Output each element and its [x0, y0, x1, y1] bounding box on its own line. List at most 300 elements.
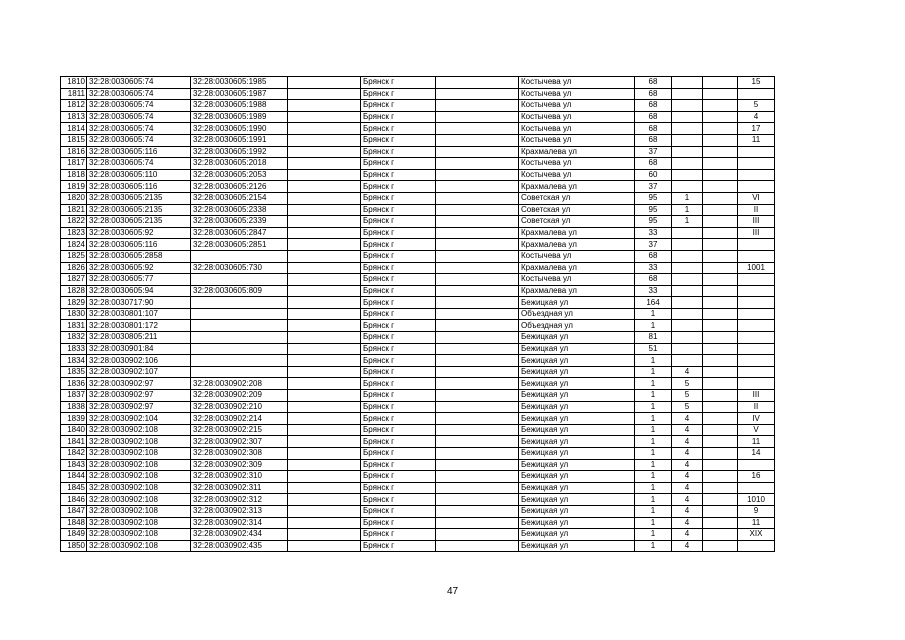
cell-blank-3 [703, 517, 738, 529]
cell-city: Брянск г [361, 204, 436, 216]
cell-object-number: 32:28:0030902:435 [191, 540, 288, 552]
table-row [61, 297, 775, 309]
table-row [61, 227, 775, 239]
cell-city: Брянск г [361, 285, 436, 297]
cell-blank-2 [436, 366, 519, 378]
cell-building: 4 [672, 413, 703, 425]
cell-building [672, 308, 703, 320]
cell-city: Брянск г [361, 169, 436, 181]
table-row [61, 88, 775, 100]
cell-parcel-number: 32:28:0030605:74 [87, 77, 191, 89]
cell-street: Бежицкая ул [519, 448, 635, 460]
cell-house: 1 [635, 436, 672, 448]
cell-row-number: 1812 [61, 100, 87, 112]
cell-city: Брянск г [361, 505, 436, 517]
cell-object-number [191, 320, 288, 332]
cell-street: Бежицкая ул [519, 332, 635, 344]
cell-street: Костычева ул [519, 88, 635, 100]
cell-city: Брянск г [361, 529, 436, 541]
cell-city: Брянск г [361, 181, 436, 193]
cell-blank-1 [288, 297, 361, 309]
cell-object-number: 32:28:0030605:1987 [191, 88, 288, 100]
cell-house: 1 [635, 494, 672, 506]
cell-object-number: 32:28:0030605:2851 [191, 239, 288, 251]
table-row [61, 308, 775, 320]
cell-blank-3 [703, 413, 738, 425]
cell-row-number: 1845 [61, 482, 87, 494]
cell-blank-3 [703, 181, 738, 193]
cell-building [672, 158, 703, 170]
cell-building: 1 [672, 216, 703, 228]
cell-street: Бежицкая ул [519, 529, 635, 541]
table-row [61, 239, 775, 251]
cell-street: Крахмалева ул [519, 227, 635, 239]
cell-object-number: 32:28:0030605:1988 [191, 100, 288, 112]
cell-blank-1 [288, 192, 361, 204]
cell-street: Советская ул [519, 204, 635, 216]
cell-blank-3 [703, 401, 738, 413]
cell-row-number: 1839 [61, 413, 87, 425]
cell-object-number [191, 366, 288, 378]
table-row [61, 494, 775, 506]
cell-house: 1 [635, 459, 672, 471]
cell-parcel-number: 32:28:0030717:90 [87, 297, 191, 309]
cell-object-number: 32:28:0030605:2126 [191, 181, 288, 193]
cell-apartment: 17 [738, 123, 775, 135]
cell-street: Бежицкая ул [519, 494, 635, 506]
cell-city: Брянск г [361, 494, 436, 506]
cell-blank-2 [436, 134, 519, 146]
cell-apartment: VI [738, 192, 775, 204]
cell-city: Брянск г [361, 158, 436, 170]
cell-building [672, 100, 703, 112]
cell-row-number: 1815 [61, 134, 87, 146]
cell-object-number: 32:28:0030902:210 [191, 401, 288, 413]
cell-apartment: 16 [738, 471, 775, 483]
cell-city: Брянск г [361, 482, 436, 494]
cell-blank-2 [436, 378, 519, 390]
cell-street: Костычева ул [519, 134, 635, 146]
cell-object-number: 32:28:0030902:308 [191, 448, 288, 460]
cell-blank-3 [703, 227, 738, 239]
cell-blank-3 [703, 505, 738, 517]
cell-city: Брянск г [361, 448, 436, 460]
cell-house: 68 [635, 134, 672, 146]
cell-blank-2 [436, 227, 519, 239]
cell-row-number: 1828 [61, 285, 87, 297]
cell-city: Брянск г [361, 355, 436, 367]
table-row [61, 146, 775, 158]
cell-building: 4 [672, 529, 703, 541]
cell-blank-2 [436, 77, 519, 89]
cell-parcel-number: 32:28:0030902:108 [87, 459, 191, 471]
table-row [61, 111, 775, 123]
cell-blank-3 [703, 471, 738, 483]
cell-apartment: 11 [738, 517, 775, 529]
table-row [61, 529, 775, 541]
cell-street: Крахмалева ул [519, 239, 635, 251]
cell-house: 81 [635, 332, 672, 344]
cell-blank-1 [288, 529, 361, 541]
cell-blank-2 [436, 413, 519, 425]
cell-street: Бежицкая ул [519, 413, 635, 425]
cell-house: 1 [635, 366, 672, 378]
cell-apartment [738, 355, 775, 367]
cell-apartment [738, 320, 775, 332]
cell-house: 95 [635, 192, 672, 204]
cell-blank-3 [703, 192, 738, 204]
cell-street: Бежицкая ул [519, 471, 635, 483]
cell-apartment [738, 239, 775, 251]
table-row [61, 192, 775, 204]
table-row [61, 401, 775, 413]
cell-row-number: 1835 [61, 366, 87, 378]
cell-parcel-number: 32:28:0030605:110 [87, 169, 191, 181]
cell-street: Костычева ул [519, 100, 635, 112]
cell-street: Бежицкая ул [519, 355, 635, 367]
cell-parcel-number: 32:28:0030902:108 [87, 540, 191, 552]
cell-house: 1 [635, 505, 672, 517]
cell-street: Костычева ул [519, 250, 635, 262]
cell-building [672, 250, 703, 262]
cell-blank-2 [436, 250, 519, 262]
cell-street: Бежицкая ул [519, 343, 635, 355]
cell-blank-1 [288, 401, 361, 413]
cell-apartment [738, 366, 775, 378]
cell-street: Крахмалева ул [519, 262, 635, 274]
cell-row-number: 1838 [61, 401, 87, 413]
cell-apartment: 4 [738, 111, 775, 123]
cell-house: 1 [635, 424, 672, 436]
cell-row-number: 1844 [61, 471, 87, 483]
cell-city: Брянск г [361, 308, 436, 320]
cell-apartment: 1010 [738, 494, 775, 506]
cell-apartment [738, 88, 775, 100]
cell-city: Брянск г [361, 262, 436, 274]
table-row [61, 366, 775, 378]
cell-row-number: 1850 [61, 540, 87, 552]
cell-house: 68 [635, 123, 672, 135]
cell-object-number: 32:28:0030605:2338 [191, 204, 288, 216]
cell-blank-1 [288, 111, 361, 123]
cell-blank-2 [436, 285, 519, 297]
cell-blank-1 [288, 332, 361, 344]
cell-house: 68 [635, 100, 672, 112]
records-table [60, 76, 775, 552]
cell-object-number: 32:28:0030605:2154 [191, 192, 288, 204]
cell-blank-3 [703, 134, 738, 146]
table-row [61, 436, 775, 448]
cell-house: 68 [635, 250, 672, 262]
cell-row-number: 1834 [61, 355, 87, 367]
table-row [61, 413, 775, 425]
cell-blank-1 [288, 146, 361, 158]
table-row [61, 378, 775, 390]
cell-city: Брянск г [361, 390, 436, 402]
cell-house: 1 [635, 448, 672, 460]
table-row [61, 517, 775, 529]
page-number: 47 [446, 586, 459, 597]
cell-blank-1 [288, 204, 361, 216]
cell-row-number: 1813 [61, 111, 87, 123]
cell-blank-1 [288, 262, 361, 274]
table-row [61, 459, 775, 471]
cell-blank-1 [288, 540, 361, 552]
cell-parcel-number: 32:28:0030605:74 [87, 158, 191, 170]
cell-building: 4 [672, 459, 703, 471]
cell-apartment: III [738, 216, 775, 228]
cell-house: 1 [635, 482, 672, 494]
cell-blank-3 [703, 297, 738, 309]
cell-object-number: 32:28:0030902:310 [191, 471, 288, 483]
cell-house: 33 [635, 285, 672, 297]
cell-street: Бежицкая ул [519, 297, 635, 309]
cell-parcel-number: 32:28:0030902:108 [87, 529, 191, 541]
table-row [61, 274, 775, 286]
cell-house: 1 [635, 355, 672, 367]
cell-parcel-number: 32:28:0030902:108 [87, 448, 191, 460]
cell-parcel-number: 32:28:0030605:92 [87, 262, 191, 274]
table-row [61, 100, 775, 112]
cell-row-number: 1849 [61, 529, 87, 541]
cell-blank-3 [703, 459, 738, 471]
cell-street: Костычева ул [519, 123, 635, 135]
cell-house: 1 [635, 471, 672, 483]
cell-parcel-number: 32:28:0030605:74 [87, 134, 191, 146]
cell-blank-1 [288, 77, 361, 89]
cell-building [672, 332, 703, 344]
cell-building [672, 134, 703, 146]
cell-parcel-number: 32:28:0030605:74 [87, 123, 191, 135]
cell-apartment [738, 378, 775, 390]
cell-street: Костычева ул [519, 111, 635, 123]
cell-apartment [738, 332, 775, 344]
cell-parcel-number: 32:28:0030901:84 [87, 343, 191, 355]
cell-blank-1 [288, 448, 361, 460]
cell-blank-2 [436, 540, 519, 552]
cell-parcel-number: 32:28:0030605:116 [87, 146, 191, 158]
cell-building [672, 262, 703, 274]
cell-street: Объездная ул [519, 320, 635, 332]
cell-city: Брянск г [361, 401, 436, 413]
cell-building [672, 111, 703, 123]
cell-row-number: 1829 [61, 297, 87, 309]
cell-row-number: 1836 [61, 378, 87, 390]
cell-blank-1 [288, 216, 361, 228]
cell-apartment: II [738, 401, 775, 413]
cell-blank-3 [703, 77, 738, 89]
table-row [61, 158, 775, 170]
cell-row-number: 1820 [61, 192, 87, 204]
cell-object-number: 32:28:0030605:1989 [191, 111, 288, 123]
cell-object-number: 32:28:0030605:1985 [191, 77, 288, 89]
cell-building [672, 239, 703, 251]
cell-row-number: 1822 [61, 216, 87, 228]
cell-object-number: 32:28:0030902:311 [191, 482, 288, 494]
cell-blank-2 [436, 274, 519, 286]
cell-street: Объездная ул [519, 308, 635, 320]
cell-blank-1 [288, 320, 361, 332]
cell-blank-2 [436, 239, 519, 251]
table-row [61, 204, 775, 216]
cell-blank-3 [703, 250, 738, 262]
cell-building [672, 146, 703, 158]
cell-blank-2 [436, 146, 519, 158]
cell-building: 4 [672, 471, 703, 483]
cell-object-number: 32:28:0030605:1991 [191, 134, 288, 146]
cell-house: 1 [635, 320, 672, 332]
cell-blank-1 [288, 390, 361, 402]
cell-object-number: 32:28:0030605:2053 [191, 169, 288, 181]
cell-blank-2 [436, 297, 519, 309]
cell-building [672, 320, 703, 332]
table-row [61, 390, 775, 402]
cell-city: Брянск г [361, 471, 436, 483]
cell-city: Брянск г [361, 250, 436, 262]
cell-building: 4 [672, 366, 703, 378]
cell-row-number: 1810 [61, 77, 87, 89]
cell-street: Бежицкая ул [519, 540, 635, 552]
cell-parcel-number: 32:28:0030801:172 [87, 320, 191, 332]
cell-apartment [738, 285, 775, 297]
cell-blank-3 [703, 424, 738, 436]
cell-house: 95 [635, 204, 672, 216]
cell-blank-2 [436, 169, 519, 181]
cell-building [672, 169, 703, 181]
cell-blank-2 [436, 111, 519, 123]
cell-object-number: 32:28:0030902:309 [191, 459, 288, 471]
cell-apartment [738, 274, 775, 286]
cell-house: 1 [635, 401, 672, 413]
cell-parcel-number: 32:28:0030902:108 [87, 517, 191, 529]
cell-house: 37 [635, 146, 672, 158]
cell-row-number: 1847 [61, 505, 87, 517]
cell-blank-2 [436, 401, 519, 413]
cell-house: 1 [635, 308, 672, 320]
cell-parcel-number: 32:28:0030902:108 [87, 505, 191, 517]
cell-blank-2 [436, 192, 519, 204]
cell-house: 68 [635, 158, 672, 170]
cell-blank-3 [703, 308, 738, 320]
cell-row-number: 1816 [61, 146, 87, 158]
cell-house: 68 [635, 88, 672, 100]
cell-blank-1 [288, 308, 361, 320]
cell-blank-2 [436, 482, 519, 494]
table-row [61, 355, 775, 367]
table-row [61, 77, 775, 89]
cell-blank-2 [436, 308, 519, 320]
cell-building [672, 274, 703, 286]
cell-blank-3 [703, 494, 738, 506]
cell-row-number: 1830 [61, 308, 87, 320]
cell-blank-1 [288, 424, 361, 436]
cell-blank-1 [288, 436, 361, 448]
cell-row-number: 1826 [61, 262, 87, 274]
cell-object-number [191, 343, 288, 355]
cell-blank-3 [703, 366, 738, 378]
cell-city: Брянск г [361, 540, 436, 552]
cell-object-number: 32:28:0030605:1992 [191, 146, 288, 158]
cell-blank-3 [703, 239, 738, 251]
cell-parcel-number: 32:28:0030902:108 [87, 436, 191, 448]
cell-street: Костычева ул [519, 77, 635, 89]
cell-house: 68 [635, 274, 672, 286]
cell-blank-2 [436, 100, 519, 112]
cell-house: 68 [635, 77, 672, 89]
cell-row-number: 1814 [61, 123, 87, 135]
cell-object-number [191, 308, 288, 320]
cell-building: 4 [672, 517, 703, 529]
cell-object-number: 32:28:0030902:314 [191, 517, 288, 529]
cell-building [672, 181, 703, 193]
cell-parcel-number: 32:28:0030605:92 [87, 227, 191, 239]
cell-street: Бежицкая ул [519, 424, 635, 436]
cell-blank-2 [436, 88, 519, 100]
table-row [61, 505, 775, 517]
cell-blank-2 [436, 448, 519, 460]
cell-parcel-number: 32:28:0030805:211 [87, 332, 191, 344]
cell-city: Брянск г [361, 343, 436, 355]
cell-apartment [738, 308, 775, 320]
cell-apartment [738, 540, 775, 552]
cell-object-number: 32:28:0030605:1990 [191, 123, 288, 135]
cell-apartment [738, 459, 775, 471]
cell-city: Брянск г [361, 366, 436, 378]
table-row [61, 181, 775, 193]
cell-blank-2 [436, 424, 519, 436]
cell-building: 4 [672, 494, 703, 506]
cell-street: Советская ул [519, 216, 635, 228]
cell-object-number: 32:28:0030902:434 [191, 529, 288, 541]
cell-blank-2 [436, 517, 519, 529]
cell-street: Костычева ул [519, 169, 635, 181]
cell-parcel-number: 32:28:0030902:108 [87, 494, 191, 506]
cell-apartment: XIX [738, 529, 775, 541]
cell-parcel-number: 32:28:0030605:2858 [87, 250, 191, 262]
table-row [61, 216, 775, 228]
cell-street: Крахмалева ул [519, 146, 635, 158]
cell-blank-3 [703, 436, 738, 448]
cell-parcel-number: 32:28:0030605:74 [87, 88, 191, 100]
cell-parcel-number: 32:28:0030605:74 [87, 111, 191, 123]
cell-row-number: 1846 [61, 494, 87, 506]
cell-building: 1 [672, 204, 703, 216]
cell-blank-1 [288, 134, 361, 146]
table-row [61, 424, 775, 436]
table-row [61, 343, 775, 355]
cell-blank-2 [436, 390, 519, 402]
cell-blank-1 [288, 505, 361, 517]
cell-building: 4 [672, 482, 703, 494]
cell-apartment [738, 181, 775, 193]
cell-blank-1 [288, 413, 361, 425]
cell-blank-2 [436, 216, 519, 228]
cell-building: 5 [672, 378, 703, 390]
cell-city: Брянск г [361, 332, 436, 344]
cell-house: 37 [635, 239, 672, 251]
table-row [61, 471, 775, 483]
cell-parcel-number: 32:28:0030605:116 [87, 239, 191, 251]
cell-blank-2 [436, 123, 519, 135]
cell-apartment [738, 250, 775, 262]
cell-row-number: 1833 [61, 343, 87, 355]
cell-building: 5 [672, 390, 703, 402]
cell-house: 1 [635, 529, 672, 541]
cell-blank-3 [703, 111, 738, 123]
cell-row-number: 1823 [61, 227, 87, 239]
cell-object-number: 32:28:0030902:313 [191, 505, 288, 517]
cell-blank-3 [703, 332, 738, 344]
